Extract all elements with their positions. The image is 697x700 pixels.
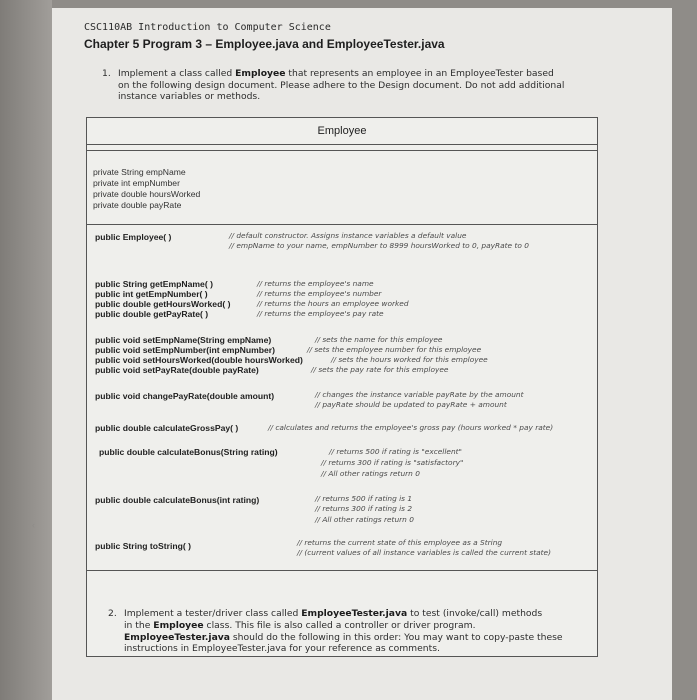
bonus-string-comment: // returns 300 if rating is "satisfactory" (321, 458, 464, 467)
setter-signature: public void setEmpNumber(int empNumber) (95, 345, 276, 355)
uml-class-diagram (86, 117, 598, 657)
to-string-comment: // returns the current state of this employee as a String (297, 538, 503, 547)
bonus-int-comment: // All other ratings return 0 (315, 515, 414, 524)
constructor-comment: // empName to your name, empNumber to 8999 hoursWorked to 0, payRate to 0 (229, 241, 529, 250)
getter-comment: // returns the employee's pay rate (257, 309, 384, 318)
setter-comment: // sets the employee number for this employee (307, 345, 482, 354)
getter-signature: public double getHoursWorked( ) (95, 299, 231, 309)
instruction-2: 2. Implement a tester/driver class called EmployeeTester.java to test (invoke/call) methods in the Employee class. This file is also called a controller or driver program. EmployeeTester.java should do the following in this order: You may want to copy-paste these instructions in EmployeeTester.java for your reference as comments. (108, 608, 563, 655)
employee-class-name: Employee (235, 68, 286, 79)
setter-comment: // sets the name for this employee (315, 335, 443, 344)
getter-signature: public String getEmpName( ) (95, 279, 213, 289)
field-hours-worked: private double hoursWorked (93, 189, 201, 199)
bonus-int-comment: // returns 300 if rating is 2 (315, 504, 413, 513)
chapter-heading: Chapter 5 Program 3 – Employee.java and EmployeeTester.java (84, 37, 445, 51)
instruction-2-number: 2. (108, 608, 117, 619)
constructor-comment: // default constructor. Assigns instance variables a default value (229, 231, 467, 240)
bonus-string-comment: // returns 500 if rating is "excellent" (329, 447, 462, 456)
change-pay-rate-comment: // payRate should be updated to payRate + amount (315, 400, 507, 409)
field-emp-number: private int empNumber (93, 178, 180, 188)
to-string-comment: // (current values of all instance variables is called the current state) (297, 548, 551, 557)
instruction-1: 1. Implement a class called Employee that represents an employee in an EmployeeTester based on the following design document. Please adhere to the Design document. Do not add additional instance variables or methods. (102, 68, 565, 102)
uml-divider (87, 224, 597, 225)
getter-comment: // returns the hours an employee worked (257, 299, 409, 308)
field-emp-name: private String empName (93, 167, 186, 177)
bonus-string-comment: // All other ratings return 0 (321, 469, 420, 478)
bonus-int-signature: public double calculateBonus(int rating) (95, 495, 260, 505)
setter-comment: // sets the pay rate for this employee (311, 365, 449, 374)
uml-divider (87, 570, 597, 571)
to-string-signature: public String toString( ) (95, 541, 191, 551)
uml-divider (87, 150, 597, 151)
setter-signature: public void setHoursWorked(double hoursWorked) (95, 355, 303, 365)
setter-signature: public void setPayRate(double payRate) (95, 365, 259, 375)
getter-comment: // returns the employee's number (257, 289, 382, 298)
setter-signature: public void setEmpName(String empName) (95, 335, 272, 345)
getter-comment: // returns the employee's name (257, 279, 374, 288)
course-title: CSC110AB Introduction to Computer Science (84, 22, 331, 33)
constructor-signature: public Employee( ) (95, 232, 172, 242)
getter-signature: public int getEmpNumber( ) (95, 289, 208, 299)
field-pay-rate: private double payRate (93, 200, 182, 210)
page-shadow (0, 0, 52, 700)
stray-mark: ‹ (32, 520, 35, 530)
gross-pay-signature: public double calculateGrossPay( ) (95, 423, 239, 433)
instruction-1-number: 1. (102, 68, 111, 79)
setter-comment: // sets the hours worked for this employee (331, 355, 488, 364)
bonus-int-comment: // returns 500 if rating is 1 (315, 494, 413, 503)
bonus-string-signature: public double calculateBonus(String rating) (99, 447, 278, 457)
change-pay-rate-signature: public void changePayRate(double amount) (95, 391, 275, 401)
uml-class-name: Employee (87, 118, 597, 145)
getter-signature: public double getPayRate( ) (95, 309, 209, 319)
change-pay-rate-comment: // changes the instance variable payRate by the amount (315, 390, 524, 399)
gross-pay-comment: // calculates and returns the employee's gross pay (hours worked * pay rate) (268, 423, 554, 432)
